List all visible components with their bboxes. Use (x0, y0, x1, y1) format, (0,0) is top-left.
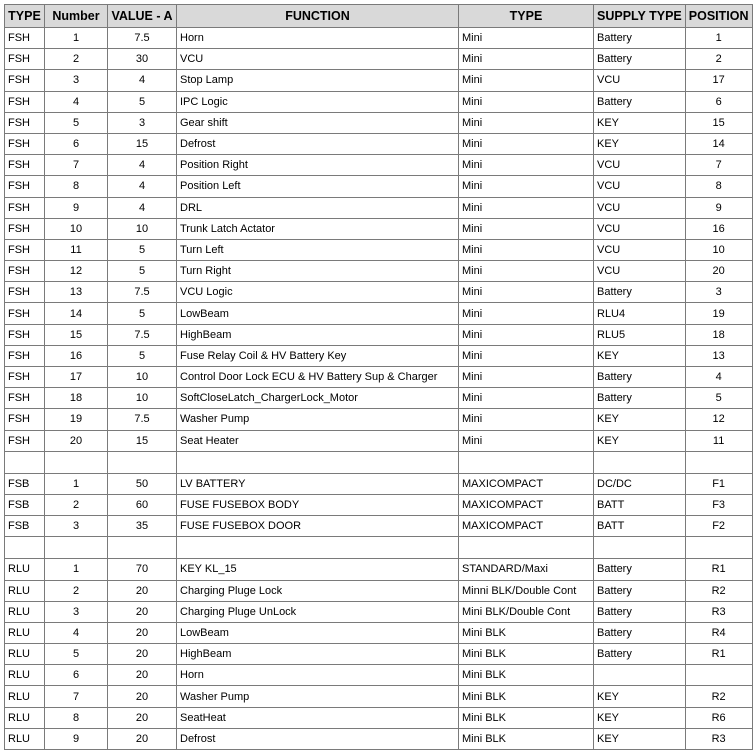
cell-position: R1 (685, 559, 752, 580)
cell-supply-type (594, 665, 686, 686)
cell-value-a: 60 (108, 494, 177, 515)
cell-value-a: 15 (108, 430, 177, 451)
empty-cell (685, 537, 752, 559)
cell-type: FSH (5, 49, 45, 70)
empty-cell (45, 537, 108, 559)
cell-number: 11 (45, 239, 108, 260)
cell-type: FSB (5, 516, 45, 537)
cell-supply-type: Battery (594, 644, 686, 665)
table-row (5, 112, 753, 133)
cell-number: 5 (45, 112, 108, 133)
cell-value-a: 5 (108, 91, 177, 112)
empty-cell (685, 451, 752, 473)
table-row (5, 70, 753, 91)
cell-number: 12 (45, 261, 108, 282)
table-row (5, 686, 753, 707)
cell-supply-type: KEY (594, 112, 686, 133)
cell-function: LowBeam (177, 303, 459, 324)
cell-fuse-type: Mini BLK (459, 665, 594, 686)
cell-type: FSH (5, 197, 45, 218)
cell-function: Stop Lamp (177, 70, 459, 91)
table-row (5, 388, 753, 409)
cell-type: FSB (5, 494, 45, 515)
cell-function: Washer Pump (177, 686, 459, 707)
cell-function: Gear shift (177, 112, 459, 133)
table-row (5, 49, 753, 70)
cell-fuse-type: Mini (459, 409, 594, 430)
cell-value-a: 20 (108, 707, 177, 728)
cell-fuse-type: Mini (459, 91, 594, 112)
cell-fuse-type: Mini (459, 218, 594, 239)
table-row (5, 367, 753, 388)
cell-position: 18 (685, 324, 752, 345)
cell-type: FSH (5, 282, 45, 303)
fuse-table (4, 4, 753, 750)
cell-type: FSH (5, 155, 45, 176)
cell-value-a: 4 (108, 197, 177, 218)
header-type: TYPE (5, 5, 45, 28)
table-row (5, 282, 753, 303)
cell-number: 17 (45, 367, 108, 388)
cell-function: VCU (177, 49, 459, 70)
cell-supply-type: Battery (594, 388, 686, 409)
empty-cell (177, 451, 459, 473)
cell-value-a: 50 (108, 473, 177, 494)
cell-number: 1 (45, 473, 108, 494)
table-row (5, 261, 753, 282)
cell-type: FSH (5, 91, 45, 112)
table-row (5, 155, 753, 176)
cell-fuse-type: Mini (459, 324, 594, 345)
cell-type: FSH (5, 70, 45, 91)
cell-number: 3 (45, 601, 108, 622)
cell-fuse-type: Mini (459, 28, 594, 49)
cell-position: 1 (685, 28, 752, 49)
cell-type: RLU (5, 665, 45, 686)
empty-cell (594, 537, 686, 559)
cell-supply-type: VCU (594, 218, 686, 239)
table-row (5, 644, 753, 665)
cell-position: F1 (685, 473, 752, 494)
cell-number: 7 (45, 686, 108, 707)
cell-supply-type: KEY (594, 133, 686, 154)
cell-function: HighBeam (177, 324, 459, 345)
cell-value-a: 20 (108, 644, 177, 665)
cell-type: RLU (5, 559, 45, 580)
cell-number: 14 (45, 303, 108, 324)
cell-supply-type: BATT (594, 494, 686, 515)
cell-supply-type: KEY (594, 707, 686, 728)
cell-position: 11 (685, 430, 752, 451)
cell-fuse-type: Minni BLK/Double Cont (459, 580, 594, 601)
table-row (5, 197, 753, 218)
cell-function: Trunk Latch Actator (177, 218, 459, 239)
empty-cell (459, 537, 594, 559)
cell-function: Defrost (177, 728, 459, 749)
table-row (5, 133, 753, 154)
cell-function: HighBeam (177, 644, 459, 665)
cell-supply-type: KEY (594, 409, 686, 430)
cell-fuse-type: Mini (459, 176, 594, 197)
cell-value-a: 3 (108, 112, 177, 133)
cell-position: F2 (685, 516, 752, 537)
cell-supply-type: KEY (594, 345, 686, 366)
empty-cell (177, 537, 459, 559)
cell-fuse-type: Mini (459, 303, 594, 324)
cell-position (685, 665, 752, 686)
header-function: FUNCTION (177, 5, 459, 28)
cell-value-a: 20 (108, 622, 177, 643)
cell-position: 8 (685, 176, 752, 197)
cell-type: FSH (5, 218, 45, 239)
cell-position: R6 (685, 707, 752, 728)
cell-number: 1 (45, 559, 108, 580)
cell-position: F3 (685, 494, 752, 515)
cell-value-a: 20 (108, 686, 177, 707)
header-row (5, 5, 753, 28)
cell-type: FSH (5, 133, 45, 154)
cell-fuse-type: Mini (459, 155, 594, 176)
cell-position: 7 (685, 155, 752, 176)
cell-number: 2 (45, 580, 108, 601)
table-row (5, 239, 753, 260)
cell-function: Fuse Relay Coil & HV Battery Key (177, 345, 459, 366)
cell-number: 9 (45, 197, 108, 218)
cell-supply-type: KEY (594, 728, 686, 749)
cell-number: 8 (45, 176, 108, 197)
header-number: Number (45, 5, 108, 28)
cell-supply-type: Battery (594, 580, 686, 601)
cell-fuse-type: Mini (459, 367, 594, 388)
empty-cell (459, 451, 594, 473)
cell-fuse-type: Mini BLK (459, 644, 594, 665)
cell-position: 16 (685, 218, 752, 239)
cell-function: SoftCloseLatch_ChargerLock_Motor (177, 388, 459, 409)
cell-number: 15 (45, 324, 108, 345)
cell-position: 6 (685, 91, 752, 112)
cell-value-a: 70 (108, 559, 177, 580)
cell-type: FSH (5, 324, 45, 345)
group-spacer-row (5, 451, 753, 473)
cell-position: 9 (685, 197, 752, 218)
cell-function: Washer Pump (177, 409, 459, 430)
cell-function: KEY KL_15 (177, 559, 459, 580)
header-supply-type: SUPPLY TYPE (594, 5, 686, 28)
cell-fuse-type: Mini (459, 239, 594, 260)
cell-number: 19 (45, 409, 108, 430)
cell-function: Defrost (177, 133, 459, 154)
table-row (5, 707, 753, 728)
cell-value-a: 10 (108, 367, 177, 388)
cell-supply-type: Battery (594, 601, 686, 622)
cell-function: Seat Heater (177, 430, 459, 451)
cell-fuse-type: MAXICOMPACT (459, 494, 594, 515)
cell-function: Turn Right (177, 261, 459, 282)
cell-type: FSH (5, 345, 45, 366)
empty-cell (5, 451, 45, 473)
cell-supply-type: KEY (594, 686, 686, 707)
cell-position: 15 (685, 112, 752, 133)
cell-function: Position Left (177, 176, 459, 197)
cell-type: FSH (5, 176, 45, 197)
cell-type: FSH (5, 409, 45, 430)
cell-position: R3 (685, 728, 752, 749)
cell-value-a: 10 (108, 388, 177, 409)
cell-number: 20 (45, 430, 108, 451)
cell-type: RLU (5, 580, 45, 601)
cell-type: FSH (5, 388, 45, 409)
cell-number: 7 (45, 155, 108, 176)
cell-position: R1 (685, 644, 752, 665)
table-row (5, 324, 753, 345)
cell-value-a: 20 (108, 728, 177, 749)
table-row (5, 728, 753, 749)
cell-position: R2 (685, 580, 752, 601)
table-row (5, 28, 753, 49)
cell-value-a: 4 (108, 155, 177, 176)
table-row (5, 665, 753, 686)
cell-number: 4 (45, 622, 108, 643)
cell-supply-type: BATT (594, 516, 686, 537)
table-row (5, 559, 753, 580)
cell-function: VCU Logic (177, 282, 459, 303)
cell-supply-type: KEY (594, 430, 686, 451)
cell-supply-type: RLU4 (594, 303, 686, 324)
cell-position: 12 (685, 409, 752, 430)
header-position: POSITION (685, 5, 752, 28)
cell-type: FSH (5, 367, 45, 388)
cell-fuse-type: Mini BLK (459, 686, 594, 707)
cell-value-a: 15 (108, 133, 177, 154)
cell-position: 10 (685, 239, 752, 260)
group-spacer-row (5, 537, 753, 559)
cell-position: 14 (685, 133, 752, 154)
cell-type: FSH (5, 112, 45, 133)
table-row (5, 580, 753, 601)
cell-function: Turn Left (177, 239, 459, 260)
cell-value-a: 10 (108, 218, 177, 239)
cell-number: 16 (45, 345, 108, 366)
cell-supply-type: VCU (594, 176, 686, 197)
cell-type: FSH (5, 303, 45, 324)
cell-type: RLU (5, 601, 45, 622)
cell-value-a: 20 (108, 580, 177, 601)
cell-type: FSH (5, 28, 45, 49)
cell-number: 1 (45, 28, 108, 49)
header-fuse-type: TYPE (459, 5, 594, 28)
cell-function: FUSE FUSEBOX BODY (177, 494, 459, 515)
cell-fuse-type: Mini BLK (459, 622, 594, 643)
cell-number: 10 (45, 218, 108, 239)
cell-fuse-type: Mini (459, 49, 594, 70)
cell-number: 5 (45, 644, 108, 665)
cell-type: RLU (5, 686, 45, 707)
cell-number: 4 (45, 91, 108, 112)
cell-supply-type: VCU (594, 261, 686, 282)
cell-number: 6 (45, 133, 108, 154)
cell-fuse-type: Mini (459, 261, 594, 282)
table-row (5, 494, 753, 515)
cell-position: R2 (685, 686, 752, 707)
cell-fuse-type: Mini (459, 388, 594, 409)
cell-fuse-type: Mini BLK (459, 707, 594, 728)
cell-type: RLU (5, 622, 45, 643)
cell-function: Control Door Lock ECU & HV Battery Sup & Charger (177, 367, 459, 388)
cell-value-a: 35 (108, 516, 177, 537)
table-row (5, 622, 753, 643)
cell-value-a: 4 (108, 176, 177, 197)
cell-function: LowBeam (177, 622, 459, 643)
cell-number: 13 (45, 282, 108, 303)
cell-value-a: 20 (108, 601, 177, 622)
cell-fuse-type: Mini (459, 282, 594, 303)
cell-function: LV BATTERY (177, 473, 459, 494)
cell-function: Charging Pluge Lock (177, 580, 459, 601)
cell-value-a: 7.5 (108, 324, 177, 345)
cell-number: 3 (45, 516, 108, 537)
cell-number: 2 (45, 494, 108, 515)
cell-value-a: 5 (108, 303, 177, 324)
cell-value-a: 5 (108, 345, 177, 366)
cell-fuse-type: Mini (459, 345, 594, 366)
cell-number: 6 (45, 665, 108, 686)
table-row (5, 473, 753, 494)
empty-cell (108, 537, 177, 559)
cell-position: 4 (685, 367, 752, 388)
empty-cell (5, 537, 45, 559)
cell-supply-type: Battery (594, 622, 686, 643)
cell-value-a: 7.5 (108, 282, 177, 303)
header-value-a: VALUE - A (108, 5, 177, 28)
cell-supply-type: Battery (594, 559, 686, 580)
cell-position: R3 (685, 601, 752, 622)
cell-number: 3 (45, 70, 108, 91)
cell-function: DRL (177, 197, 459, 218)
cell-value-a: 7.5 (108, 409, 177, 430)
cell-position: 19 (685, 303, 752, 324)
cell-fuse-type: Mini BLK (459, 728, 594, 749)
table-row (5, 409, 753, 430)
cell-fuse-type: Mini (459, 70, 594, 91)
cell-type: RLU (5, 644, 45, 665)
cell-position: 2 (685, 49, 752, 70)
cell-type: RLU (5, 707, 45, 728)
cell-function: Horn (177, 665, 459, 686)
cell-value-a: 5 (108, 239, 177, 260)
table-row (5, 303, 753, 324)
cell-fuse-type: Mini (459, 112, 594, 133)
cell-type: FSH (5, 239, 45, 260)
empty-cell (594, 451, 686, 473)
cell-supply-type: DC/DC (594, 473, 686, 494)
cell-supply-type: VCU (594, 239, 686, 260)
cell-function: Charging Pluge UnLock (177, 601, 459, 622)
cell-type: FSH (5, 261, 45, 282)
cell-value-a: 30 (108, 49, 177, 70)
cell-function: SeatHeat (177, 707, 459, 728)
cell-function: IPC Logic (177, 91, 459, 112)
cell-value-a: 7.5 (108, 28, 177, 49)
cell-value-a: 4 (108, 70, 177, 91)
cell-function: Position Right (177, 155, 459, 176)
cell-supply-type: Battery (594, 367, 686, 388)
cell-number: 9 (45, 728, 108, 749)
cell-position: 20 (685, 261, 752, 282)
cell-supply-type: Battery (594, 91, 686, 112)
table-row (5, 516, 753, 537)
cell-supply-type: Battery (594, 282, 686, 303)
cell-position: R4 (685, 622, 752, 643)
cell-type: RLU (5, 728, 45, 749)
cell-function: FUSE FUSEBOX DOOR (177, 516, 459, 537)
cell-supply-type: VCU (594, 197, 686, 218)
cell-fuse-type: MAXICOMPACT (459, 516, 594, 537)
cell-position: 17 (685, 70, 752, 91)
cell-supply-type: RLU5 (594, 324, 686, 345)
cell-position: 3 (685, 282, 752, 303)
cell-type: FSB (5, 473, 45, 494)
table-row (5, 91, 753, 112)
cell-fuse-type: Mini BLK/Double Cont (459, 601, 594, 622)
cell-number: 18 (45, 388, 108, 409)
cell-fuse-type: Mini (459, 197, 594, 218)
table-row (5, 218, 753, 239)
cell-function: Horn (177, 28, 459, 49)
table-row (5, 176, 753, 197)
table-row (5, 345, 753, 366)
cell-fuse-type: MAXICOMPACT (459, 473, 594, 494)
table-body (5, 28, 753, 750)
cell-fuse-type: Mini (459, 430, 594, 451)
cell-fuse-type: Mini (459, 133, 594, 154)
cell-supply-type: Battery (594, 49, 686, 70)
cell-number: 8 (45, 707, 108, 728)
cell-supply-type: VCU (594, 70, 686, 91)
empty-cell (45, 451, 108, 473)
cell-position: 5 (685, 388, 752, 409)
cell-type: FSH (5, 430, 45, 451)
cell-number: 2 (45, 49, 108, 70)
empty-cell (108, 451, 177, 473)
cell-value-a: 20 (108, 665, 177, 686)
cell-supply-type: Battery (594, 28, 686, 49)
cell-fuse-type: STANDARD/Maxi (459, 559, 594, 580)
table-row (5, 601, 753, 622)
table-row (5, 430, 753, 451)
cell-position: 13 (685, 345, 752, 366)
cell-supply-type: VCU (594, 155, 686, 176)
cell-value-a: 5 (108, 261, 177, 282)
